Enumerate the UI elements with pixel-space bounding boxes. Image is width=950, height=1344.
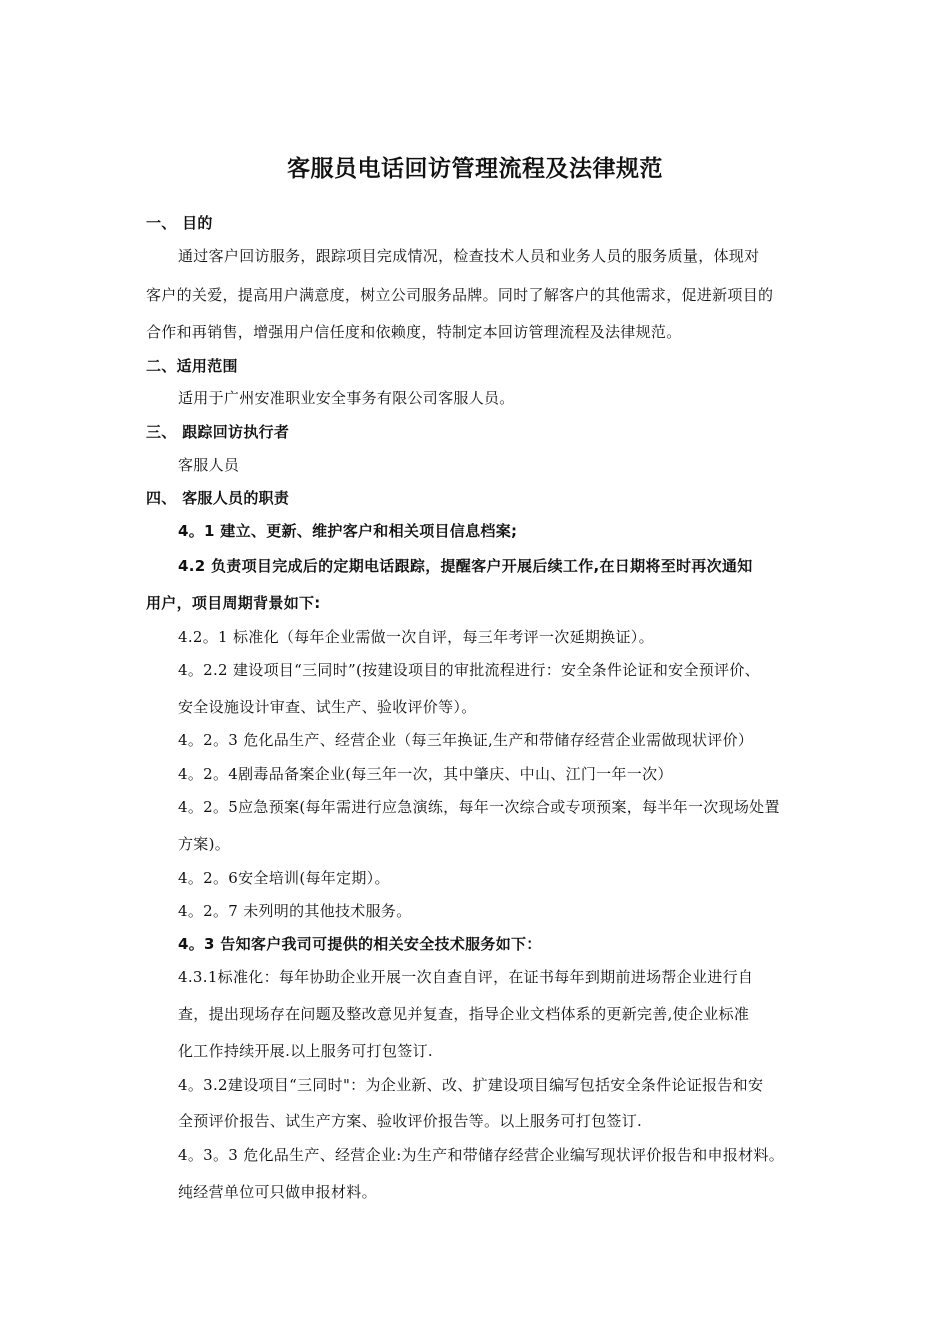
document-title: 客服员电话回访管理流程及法律规范 (287, 156, 663, 182)
sub-item: 4。2。3 危化品生产、经营企业（每三年换证,生产和带储存经营企业需做现状评价） (178, 731, 754, 749)
duty-item-4-1: 4。1 建立、更新、维护客户和相关项目信息档案; (178, 522, 518, 540)
section-heading-executor: 三、 跟踪回访执行者 (146, 423, 290, 441)
paragraph-line: 合作和再销售，增强用户信任度和依赖度，特制定本回访管理流程及法律规范。 (146, 323, 682, 341)
sub-item: 4。2。5应急预案(每年需进行应急演练，每年一次综合或专项预案，每半年一次现场处置 (178, 798, 780, 816)
sub-item: 方案)。 (178, 835, 231, 853)
paragraph-line: 适用于广州安准职业安全事务有限公司客服人员。 (178, 389, 515, 407)
service-item: 4。3。3 危化品生产、经营企业:为生产和带储存经营企业编写现状评价报告和申报材料。 (178, 1146, 785, 1164)
service-item: 4.3.1标准化：每年协助企业开展一次自查自评，在证书每年到期前进场帮企业进行自 (178, 968, 754, 986)
sub-item: 4。2。4剧毒品备案企业(每三年一次，其中肇庆、中山、江门一年一次） (178, 765, 673, 783)
paragraph-line: 客服人员 (178, 456, 240, 474)
duty-item-4-3: 4。3 告知客户我司可提供的相关安全技术服务如下： (178, 935, 542, 953)
service-item: 4。3.2建设项目“三同时"：为企业新、改、扩建设项目编写包括安全条件论证报告和安 (178, 1076, 764, 1094)
section-heading-scope: 二、适用范围 (146, 357, 238, 375)
paragraph-line: 通过客户回访服务，跟踪项目完成情况，检查技术人员和业务人员的服务质量，体现对 (178, 247, 760, 265)
sub-item: 4.2。1 标准化（每年企业需做一次自评，每三年考评一次延期换证）。 (178, 628, 654, 646)
service-item: 查，提出现场存在问题及整改意见并复查，指导企业文档体系的更新完善,使企业标准 (178, 1005, 750, 1023)
section-heading-duties: 四、 客服人员的职责 (146, 489, 290, 507)
sub-item: 4。2。7 未列明的其他技术服务。 (178, 902, 412, 920)
section-heading-purpose: 一、 目的 (146, 214, 213, 232)
service-item: 全预评价报告、试生产方案、验收评价报告等。以上服务可打包签订. (178, 1112, 643, 1130)
sub-item: 4。2。6安全培训(每年定期）。 (178, 869, 390, 887)
paragraph-line: 客户的关爱，提高用户满意度，树立公司服务品牌。同时了解客户的其他需求，促进新项目的 (146, 286, 774, 304)
service-item: 化工作持续开展.以上服务可打包签订. (178, 1042, 433, 1060)
duty-item-4-2-cont: 用户，项目周期背景如下: (146, 594, 321, 612)
sub-item: 4。2.2 建设项目“三同时”(按建设项目的审批流程进行：安全条件论证和安全预评价、 (178, 661, 760, 679)
service-item: 纯经营单位可只做申报材料。 (178, 1183, 377, 1201)
sub-item: 安全设施设计审查、试生产、验收评价等）。 (178, 698, 477, 716)
duty-item-4-2: 4.2 负责项目完成后的定期电话跟踪，提醒客户开展后续工作,在日期将至时再次通知 (178, 557, 753, 575)
